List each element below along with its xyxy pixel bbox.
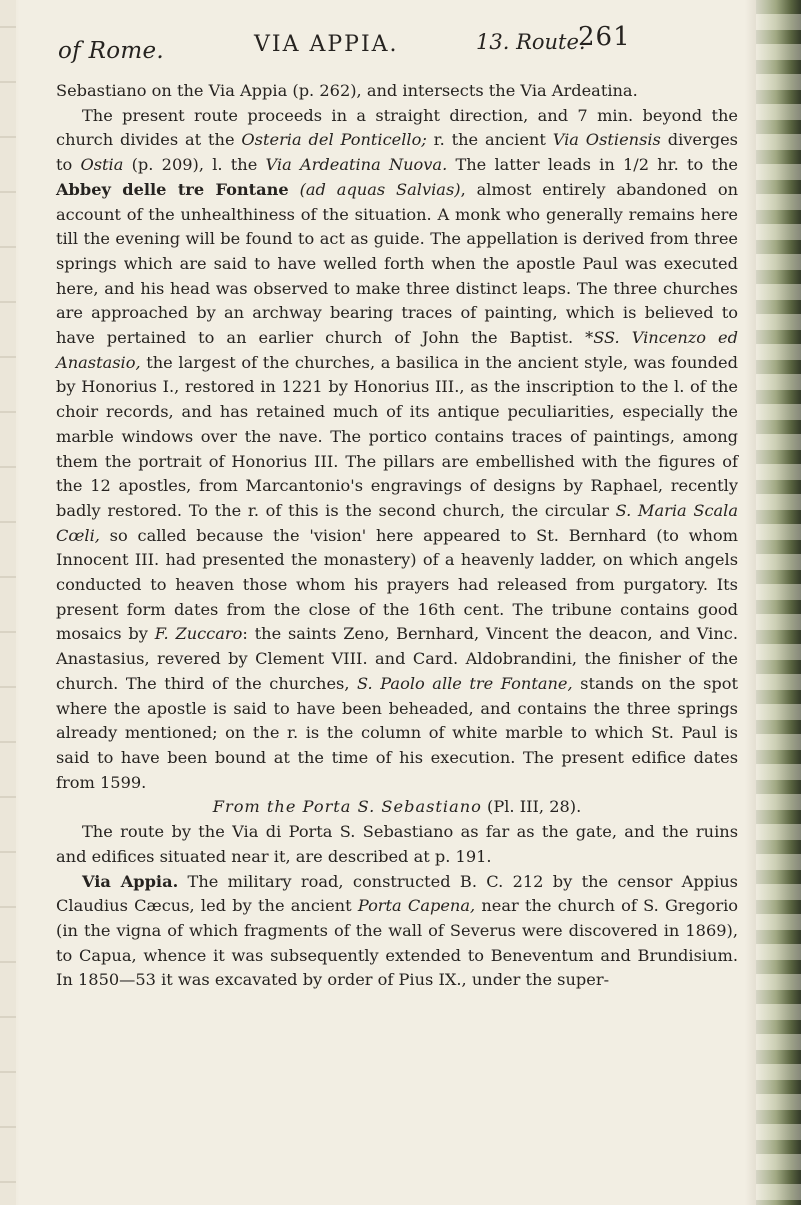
page-gutter-edge (0, 0, 16, 1205)
page-fore-edge (756, 0, 801, 1205)
page-number: 261 (578, 22, 631, 52)
abbey-name: Abbey delle tre Fontane (56, 179, 289, 199)
header-left: of Rome. (58, 38, 164, 64)
paragraph-tre-fontane: The present route proceeds in a straight direction, and 7 min. beyond the church divides at the Osteria del Ponticello; r. the ancient Via Ostiensis diverges to Ostia (p. 209), l. the Via Ardeatina Nuova. The latter leads in 1/2 hr. to the Abbey delle tre Fontane (ad aquas Salvias), almost entirely abandoned on account of the unhealthiness of the situation. A monk who generally remains here till the evening will be found to act as guide. The appellation is derived from three springs which are said to have welled forth when the apostle Paul was executed here, and his head was observed to make three distinct leaps. The three churches are approached by an archway bearing traces of painting, which is believed to have pertained to an earlier church of John the Baptist. *SS. Vincenzo ed Anastasio, the largest of the churches, a basilica in the ancient style, was founded by Honorius I., restored in 1221 by Honorius III., as the inscription to the l. of the choir records, and has retained much of its antique peculiarities, especially the marble windows over the nave. The portico contains traces of paintings, among them the portrait of Honorius III. The pillars are embellished with the figures of the 12 apostles, from Marcantonio's engravings of designs by Raphael, recently badly restored. To the r. of this is the second church, the circular S. Maria Scala Cœli, so called because the 'vision' here appeared to St. Bernhard (to whom Innocent III. had presented the monastery) of a heavenly ladder, on which angels conducted to heaven those whom his prayers had released from purgatory. Its present form dates from the close of the 16th cent. The tribune contains good mosaics by F. Zuccaro: the saints Zeno, Bernhard, Vincent the deacon, and Vinc. Anastasius, revered by Clement VIII. and Card. Aldobrandini, the finisher of the church. The third of the churches, S. Paolo alle tre Fontane, stands on the spot where the apostle is said to have been beheaded, and contains the three springs already mentioned; on the r. is the column of white marble to which St. Paul is said to have been bound at the time of his execution. The present edifice dates from 1599. (56, 105, 738, 792)
paragraph-continuation: Sebastiano on the Via Appia (p. 262), and intersects the Via Ardeatina. (56, 81, 638, 100)
paragraph-route: The route by the Via di Porta S. Sebastiano as far as the gate, and the ruins and edifices situated near it, are described at p. 191. (56, 822, 738, 866)
via-appia-term: Via Appia. (82, 871, 179, 891)
running-header (58, 18, 648, 74)
section-heading: From the Porta S. Sebastiano (Pl. III, 28). (212, 797, 582, 817)
header-route: 13. Route. (476, 30, 586, 54)
body-text (56, 79, 738, 993)
paragraph-via-appia: Via Appia. The military road, constructed B. C. 212 by the censor Appius Claudius Cæcus, led by the ancient Porta Capena, near the church of S. Gregorio (in the vigna of which fragments of the wall of Severus were discovered in 1869), to Capua, whence it was subsequently extended to Beneventum and Brundisium. In 1850—53 it was excavated by order of Pius IX., under the super- (56, 871, 738, 990)
header-title: VIA APPIA. (254, 32, 399, 57)
